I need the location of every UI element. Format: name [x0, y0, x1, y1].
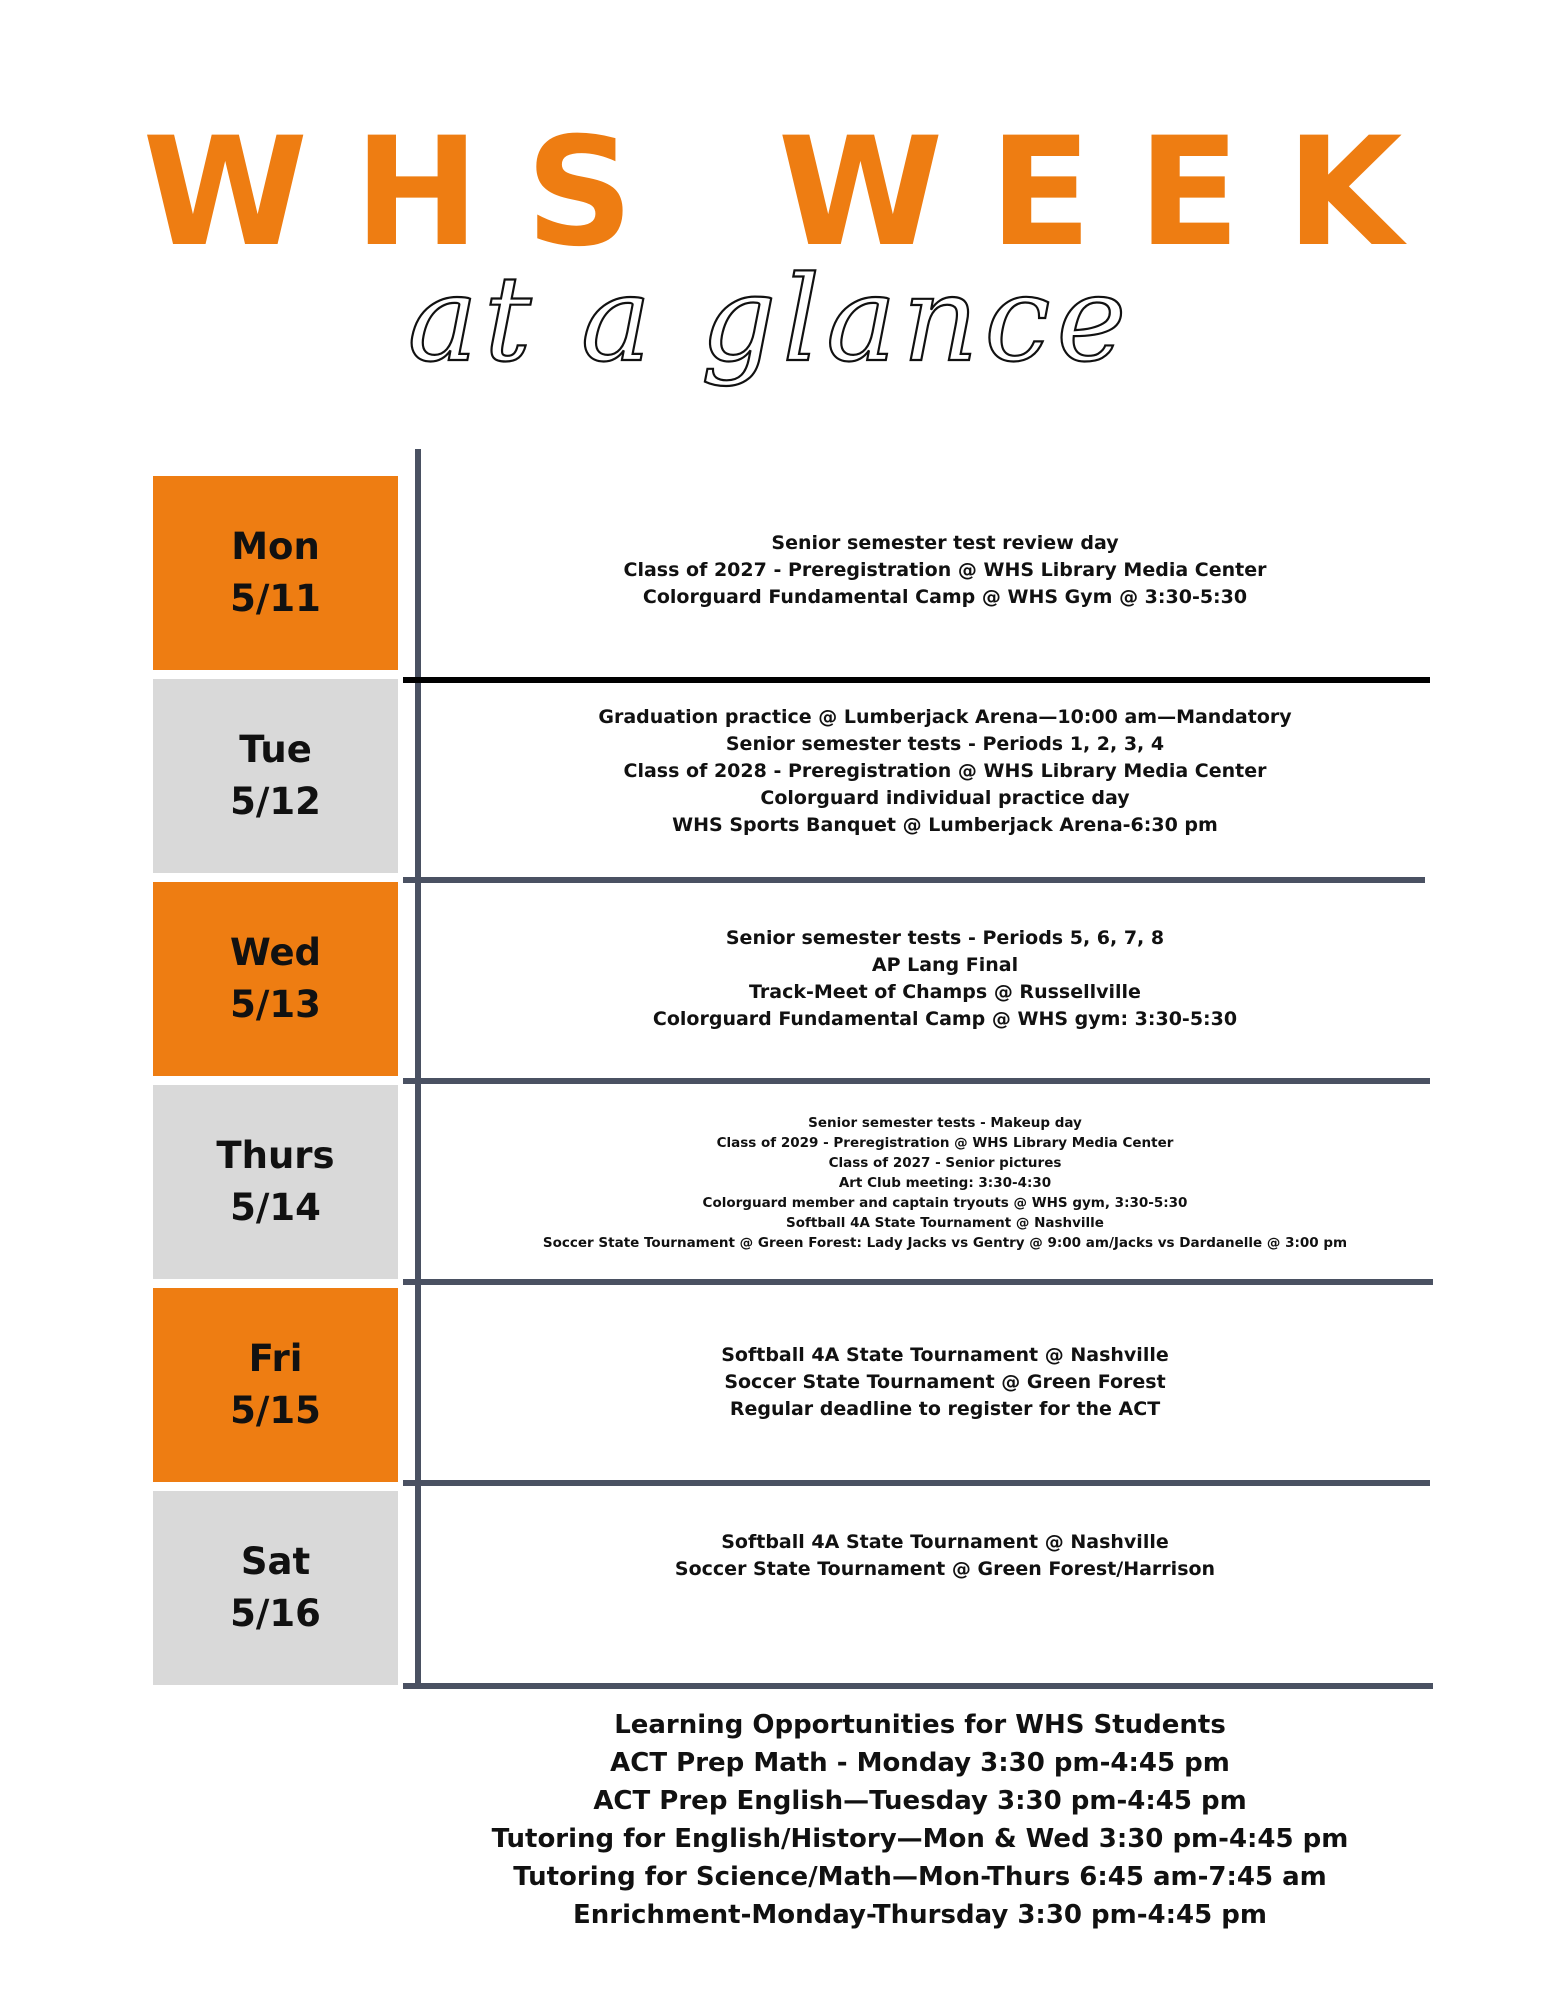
- day-box-sat: [153, 1491, 398, 1685]
- event-item: AP Lang Final: [871, 954, 1019, 976]
- day-name: Tue: [239, 728, 312, 771]
- event-item: Senior semester tests - Periods 1, 2, 3, 4: [725, 733, 1165, 755]
- learning-item: Enrichment-Monday-Thursday 3:30 pm-4:45 pm: [573, 1900, 1267, 1930]
- event-item: Class of 2027 - Preregistration @ WHS Library Media Center: [623, 559, 1267, 581]
- event-item: Colorguard member and captain tryouts @ WHS gym, 3:30-5:30: [702, 1195, 1188, 1211]
- divider-fri: [403, 1480, 1430, 1486]
- event-item: Colorguard Fundamental Camp @ WHS Gym @ 3:30-5:30: [642, 586, 1248, 608]
- divider-mon: [403, 677, 1430, 683]
- event-item: Track-Meet of Champs @ Russellville: [749, 981, 1141, 1003]
- day-name: Mon: [231, 525, 320, 568]
- event-item: Softball 4A State Tournament @ Nashville: [721, 1531, 1169, 1553]
- day-name: Thurs: [216, 1134, 335, 1177]
- subtitle-text: at a glance: [407, 250, 1133, 388]
- event-item: Softball 4A State Tournament @ Nashville: [786, 1215, 1104, 1231]
- event-item: Class of 2028 - Preregistration @ WHS Library Media Center: [623, 760, 1267, 782]
- event-item: Art Club meeting: 3:30-4:30: [838, 1175, 1052, 1191]
- day-box-wed: [153, 882, 398, 1076]
- day-date: 5/16: [230, 1592, 321, 1635]
- event-item: Senior semester test review day: [771, 532, 1119, 554]
- divider-tue: [403, 877, 1425, 883]
- day-box-fri: [153, 1288, 398, 1482]
- events-sat: [420, 1529, 1470, 1583]
- day-date: 5/11: [230, 577, 321, 620]
- event-item: Softball 4A State Tournament @ Nashville: [721, 1344, 1169, 1366]
- script-subtitle: [270, 250, 1270, 440]
- event-item: Senior semester tests - Makeup day: [808, 1115, 1082, 1131]
- events-mon: [420, 530, 1470, 611]
- day-box-thurs: [153, 1085, 398, 1279]
- events-wed: [420, 925, 1470, 1033]
- learning-item: Tutoring for English/History—Mon & Wed 3:30 pm-4:45 pm: [491, 1824, 1349, 1854]
- day-name: Sat: [240, 1540, 311, 1583]
- event-item: Senior semester tests - Periods 5, 6, 7, 8: [725, 927, 1165, 949]
- event-item: Soccer State Tournament @ Green Forest: [724, 1371, 1166, 1393]
- events-tue: [420, 704, 1470, 839]
- event-item: Graduation practice @ Lumberjack Arena—10:00 am—Mandatory: [598, 706, 1292, 728]
- events-thurs: [420, 1113, 1470, 1253]
- event-item: Colorguard individual practice day: [760, 787, 1130, 809]
- learning-opportunities: [420, 1706, 1420, 1934]
- day-name: Wed: [229, 931, 322, 974]
- timeline-vertical-rule: [415, 449, 421, 1689]
- event-item: Soccer State Tournament @ Green Forest/Harrison: [674, 1558, 1216, 1580]
- event-item: Regular deadline to register for the ACT: [729, 1398, 1161, 1420]
- event-item: Colorguard Fundamental Camp @ WHS gym: 3:30-5:30: [652, 1008, 1238, 1030]
- learning-item: Tutoring for Science/Math—Mon-Thurs 6:45 am-7:45 am: [513, 1862, 1327, 1892]
- event-item: Soccer State Tournament @ Green Forest: Lady Jacks vs Gentry @ 9:00 am/Jacks vs Dardanelle @ 3:00 pm: [542, 1235, 1348, 1251]
- events-fri: [420, 1342, 1470, 1423]
- day-date: 5/14: [230, 1186, 321, 1229]
- day-name: Fri: [248, 1337, 303, 1380]
- learning-item: ACT Prep English—Tuesday 3:30 pm-4:45 pm: [593, 1786, 1247, 1816]
- day-date: 5/12: [230, 780, 321, 823]
- day-date: 5/15: [230, 1389, 321, 1432]
- divider-sat: [403, 1683, 1433, 1689]
- day-box-tue: [153, 679, 398, 873]
- learning-heading: Learning Opportunities for WHS Students: [614, 1710, 1226, 1740]
- event-item: Class of 2029 - Preregistration @ WHS Library Media Center: [716, 1135, 1174, 1151]
- event-item: Class of 2027 - Senior pictures: [828, 1155, 1062, 1171]
- learning-item: ACT Prep Math - Monday 3:30 pm-4:45 pm: [610, 1748, 1230, 1778]
- page-title: WHS WEEK: [142, 106, 1449, 280]
- day-box-mon: [153, 476, 398, 670]
- event-item: WHS Sports Banquet @ Lumberjack Arena-6:30 pm: [672, 814, 1218, 836]
- divider-thurs: [403, 1279, 1433, 1285]
- day-date: 5/13: [230, 983, 321, 1026]
- divider-wed: [403, 1078, 1430, 1084]
